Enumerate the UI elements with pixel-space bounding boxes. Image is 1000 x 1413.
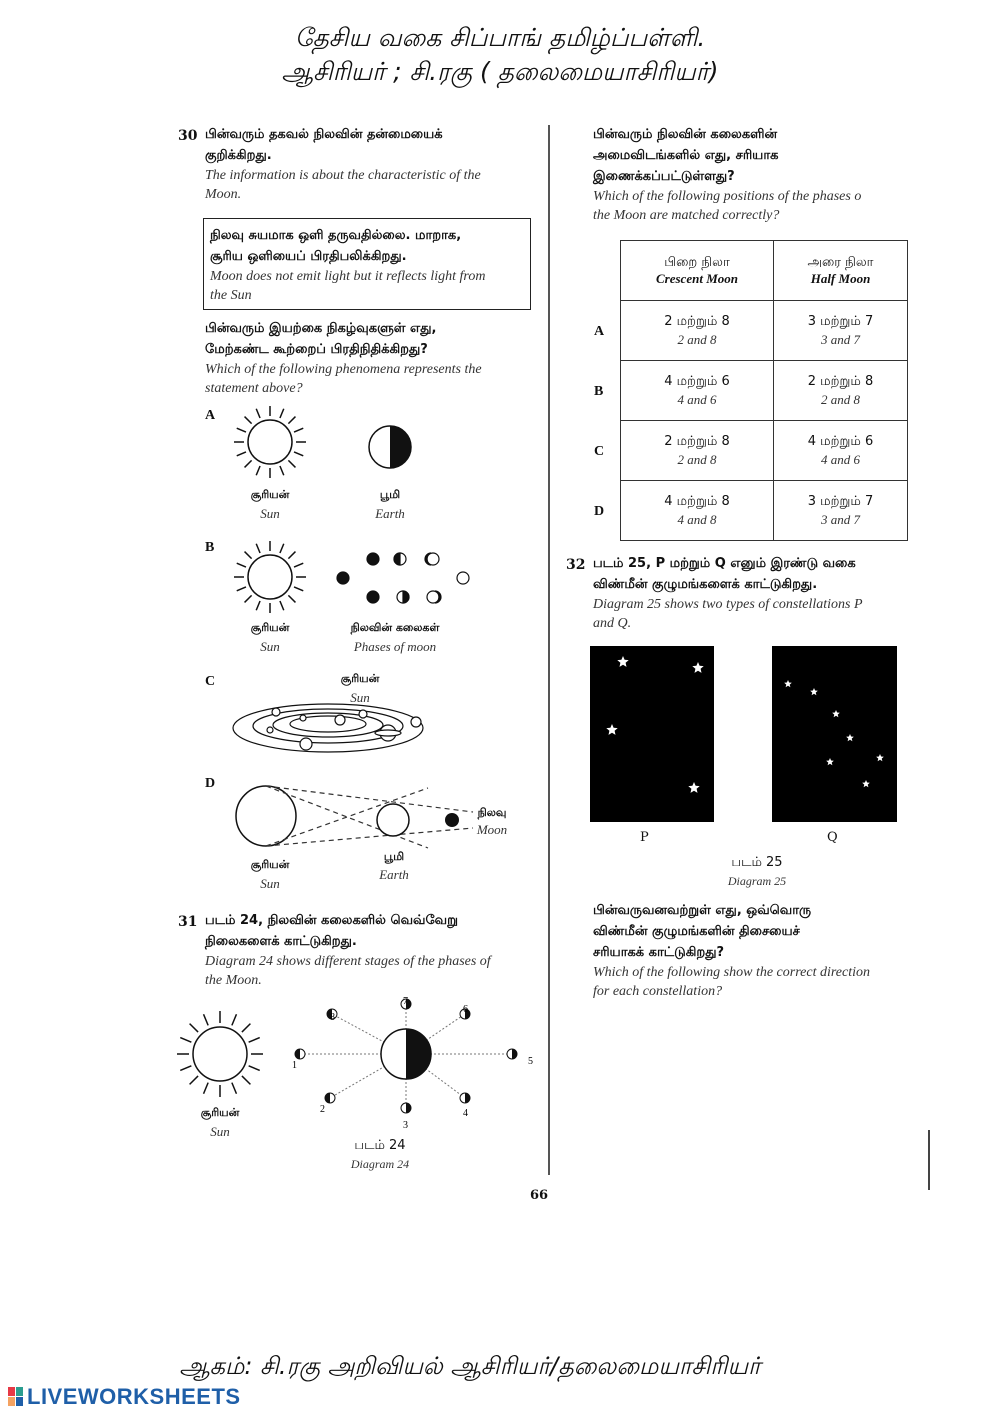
row-b-crescent: [621, 361, 774, 421]
sun-ray: [288, 552, 295, 559]
q30-box-en-1: Moon does not emit light but it reflects light from: [210, 269, 486, 284]
q31-ask-en-1: Which of the following positions of the phases o: [593, 189, 862, 204]
q30-intro-en-1: The information is about the characteristic of the: [205, 168, 481, 183]
sun-ray: [294, 587, 303, 591]
question-31-intro: [205, 910, 540, 990]
row-c-crescent: [621, 421, 774, 481]
moon-icon: [445, 813, 459, 827]
question-30-number: 30: [178, 128, 198, 144]
q30-option-c-solar-system: [228, 700, 428, 760]
cell-en: 4 and 6: [821, 452, 860, 467]
q30-c-sun-en: Sun: [350, 690, 370, 705]
sun-icon: [177, 1011, 263, 1097]
col2-ta: அரை நிலா: [807, 254, 874, 270]
position-label-3: 3: [403, 1120, 408, 1130]
q30-c-sun-ta: சூரியன்: [340, 672, 380, 685]
cell-ta: 2 மற்றும் 8: [807, 374, 874, 389]
col-crescent-header: [621, 241, 774, 301]
row-b-half: [774, 361, 908, 421]
earth-half-lit-icon: [369, 426, 411, 468]
sun-icon: [234, 541, 306, 613]
logo-text: LIVEWORKSHEETS: [27, 1384, 241, 1409]
sun-ray: [249, 1038, 260, 1043]
constellation-p: [590, 646, 714, 822]
col-half-header: [774, 241, 908, 301]
diagram-25-caption-en: Diagram 25: [727, 874, 787, 888]
diagram-24-caption-en: Diagram 24: [350, 1157, 410, 1171]
q30-option-a-figure: [225, 405, 525, 490]
q30-b-phases-ta: நிலவின் கலைகள்: [350, 621, 440, 634]
table-row: [621, 421, 908, 481]
moon-shadow: [406, 1103, 411, 1113]
column-divider: [548, 125, 550, 1175]
cell-ta: 3 மற்றும் 7: [807, 494, 874, 509]
cell-ta: 2 மற்றும் 8: [664, 434, 730, 449]
q30-a-earth-ta: பூமி: [379, 488, 401, 501]
diagram-24-caption-ta: படம் 24: [354, 1138, 406, 1153]
q30-a-earth-en: Earth: [375, 506, 405, 521]
q32-intro-en-1: Diagram 25 shows two types of constellations P: [593, 597, 863, 612]
sun-ray: [232, 1014, 237, 1025]
table-header-row: [621, 241, 908, 301]
sun-ray: [280, 544, 284, 553]
q30-d-sun-ta: சூரியன்: [250, 858, 290, 871]
light-rays: [266, 786, 473, 848]
sun-ray: [237, 563, 246, 567]
col1-ta: பிறை நிலா: [664, 254, 730, 270]
q32-ask-en-1: Which of the following show the correct direction: [593, 965, 870, 980]
sun-ray: [245, 460, 252, 467]
q30-b-sun-en: Sun: [260, 639, 280, 654]
moon-shadow: [512, 1049, 517, 1059]
q30-box-ta-2: சூரிய ஒளியைப் பிரதிபலிக்கிறது.: [210, 249, 407, 264]
earth-icon: [377, 804, 409, 836]
sun-ray: [242, 1076, 250, 1084]
sun-ray: [180, 1038, 191, 1043]
question-32-number: 32: [566, 557, 586, 573]
header-line-1: தேசிய வகை சிப்பாங் தமிழ்ப்பள்ளி.: [294, 23, 706, 52]
q30-ask-en-2: statement above?: [205, 381, 303, 396]
sun-ray: [249, 1066, 260, 1071]
sun-ray: [180, 1066, 191, 1071]
sun-ray: [232, 1083, 237, 1094]
q30-d-sun-en: Sun: [260, 876, 280, 891]
position-label-1: 1: [292, 1060, 297, 1071]
diagram-25-caption-ta: படம் 25: [731, 855, 783, 870]
q30-question: [205, 318, 535, 398]
cell-en: 2 and 8: [677, 332, 717, 347]
q30-intro-ta-1: பின்வரும் தகவல் நிலவின் தன்மையைக்: [205, 127, 443, 142]
table-row: [621, 361, 908, 421]
q31-option-b-label: B: [594, 384, 604, 399]
position-label-8: 8: [330, 1012, 335, 1023]
earth-icon: [381, 1029, 431, 1079]
q32-intro-en-2: and Q.: [593, 616, 632, 631]
q31-ask-ta-1: பின்வரும் நிலவின் கலைகளின்: [593, 127, 778, 142]
sun-ray: [256, 544, 260, 553]
q32-ask-ta-1: பின்வருவனவற்றுள் எது, ஒவ்வொரு: [593, 903, 812, 918]
row-a-crescent: [621, 301, 774, 361]
liveworksheets-logo[interactable]: [8, 1384, 241, 1410]
moon-shadow: [295, 1049, 300, 1059]
q31-question: [593, 124, 913, 225]
constellation-q: [772, 646, 897, 822]
q30-a-sun-en: Sun: [260, 506, 280, 521]
cell-en: 4 and 8: [677, 512, 717, 527]
sun-ray: [237, 428, 246, 432]
sun-ray: [280, 409, 284, 418]
col2-en: Half Moon: [810, 270, 871, 286]
q30-b-phases-en: Phases of moon: [353, 639, 437, 654]
sun-ray: [190, 1076, 198, 1084]
position-label-6: 6: [463, 1004, 468, 1015]
cell-en: 3 and 7: [821, 512, 860, 527]
position-label-2: 2: [320, 1104, 325, 1115]
cell-ta: 4 மற்றும் 6: [664, 374, 730, 389]
q30-box-ta-1: நிலவு சுயமாக ஒளி தருவதில்லை. மாறாக,: [210, 228, 462, 243]
cell-ta: 2 மற்றும் 8: [664, 314, 730, 329]
q31-sun-en: Sun: [210, 1124, 230, 1139]
q32-ask-ta-2: விண்மீன் குழுமங்களின் திசையைச்: [593, 924, 800, 939]
question-32-intro: [593, 553, 913, 633]
q31-ask-ta-2: அமைவிடங்களில் எது, சரியாக: [593, 148, 779, 163]
q30-box-en-2: the Sun: [210, 288, 252, 303]
q31-options-table: [620, 240, 908, 541]
q31-option-a-label: A: [594, 324, 605, 339]
moon-shadow: [465, 1093, 470, 1103]
sun-ray: [245, 417, 252, 424]
row-d-crescent: [621, 481, 774, 541]
sun-ray: [190, 1024, 198, 1032]
constellation-q-label: Q: [827, 830, 838, 845]
q32-question: [593, 900, 918, 1001]
sun-ray: [294, 428, 303, 432]
q30-intro-ta-2: குறிக்கிறது.: [205, 148, 272, 163]
q30-d-earth-en: Earth: [379, 867, 409, 882]
q32-ask-ta-3: சரியாகக் காட்டுகிறது?: [593, 945, 725, 960]
scan-edge-line: [928, 1130, 930, 1190]
q31-intro-ta-2: நிலைகளைக் காட்டுகிறது.: [205, 934, 357, 949]
sun-ray: [242, 1024, 250, 1032]
cell-ta: 4 மற்றும் 6: [807, 434, 874, 449]
q30-option-b-figure: [225, 537, 525, 622]
sun-ray: [237, 587, 246, 591]
cell-en: 2 and 8: [821, 392, 860, 407]
cell-ta: 3 மற்றும் 7: [807, 314, 874, 329]
sun-ray: [288, 417, 295, 424]
constellation-p-label: P: [640, 830, 649, 845]
sun-ray: [237, 452, 246, 456]
q31-sun-ta: சூரியன்: [200, 1106, 240, 1119]
sun-icon: [236, 786, 296, 846]
footer-credit: ஆகம்: சி.ரகு அறிவியல் ஆசிரியர்/தலைமையாசிரியர்: [179, 1352, 761, 1380]
q30-option-b-label: B: [205, 540, 215, 555]
q31-intro-ta-1: படம் 24, நிலவின் கலைகளில் வெவ்வேறு: [205, 913, 458, 928]
page-number: 66: [530, 1188, 549, 1203]
sun-ray: [245, 552, 252, 559]
sun-ray: [256, 601, 260, 610]
sun-ray: [280, 601, 284, 610]
table-row: [621, 481, 908, 541]
question-30-intro: [205, 124, 535, 204]
table-row: [621, 301, 908, 361]
moon-shadow: [325, 1093, 330, 1103]
row-c-half: [774, 421, 908, 481]
cell-en: 2 and 8: [677, 452, 717, 467]
row-d-half: [774, 481, 908, 541]
cell-en: 3 and 7: [821, 332, 860, 347]
cell-en: 4 and 6: [677, 392, 717, 407]
row-a-half: [774, 301, 908, 361]
q31-ask-en-2: the Moon are matched correctly?: [593, 208, 780, 223]
position-label-7: 7: [403, 996, 408, 1007]
q30-d-earth-ta: பூமி: [383, 850, 405, 863]
q30-ask-ta-2: மேற்கண்ட கூற்றைப் பிரதிநிதிக்கிறது?: [205, 342, 428, 357]
q30-d-moon-en: Moon: [476, 822, 508, 837]
q32-intro-ta-1: படம் 25, P மற்றும் Q எனும் இரண்டு வகை: [593, 556, 856, 571]
q30-d-moon-ta: நிலவு: [477, 806, 507, 819]
sun-ray: [294, 452, 303, 456]
sun-ray: [204, 1083, 209, 1094]
question-31-number: 31: [178, 914, 198, 930]
position-label-4: 4: [463, 1108, 468, 1119]
q31-intro-en-2: the Moon.: [205, 973, 262, 988]
q30-intro-en-2: Moon.: [205, 187, 242, 202]
header-line-2: ஆசிரியர் ; சி.ரகு ( தலைமையாசிரியர்): [281, 57, 719, 86]
sun-icon: [234, 406, 306, 478]
q30-ask-en-1: Which of the following phenomena represents the: [205, 362, 482, 377]
q31-option-d-label: D: [594, 504, 605, 519]
cell-ta: 4 மற்றும் 8: [664, 494, 730, 509]
q30-b-sun-ta: சூரியன்: [250, 621, 290, 634]
q30-a-sun-ta: சூரியன்: [250, 488, 290, 501]
q31-intro-en-1: Diagram 24 shows different stages of the phases of: [205, 954, 491, 969]
sun-ray: [288, 460, 295, 467]
sun-ray: [280, 466, 284, 475]
q30-option-c-label: C: [205, 674, 216, 689]
q32-ask-en-2: for each constellation?: [593, 984, 723, 999]
moon-phases-icon: [337, 553, 469, 603]
sun-ray: [288, 595, 295, 602]
sun-ray: [245, 595, 252, 602]
sun-ray: [294, 563, 303, 567]
logo-mark-icon: [8, 1387, 24, 1407]
q31-option-c-label: C: [594, 444, 605, 459]
sun-ray: [204, 1014, 209, 1025]
sun-ray: [256, 409, 260, 418]
q32-intro-ta-2: விண்மீன் குழுமங்களைக் காட்டுகிறது.: [593, 577, 818, 592]
position-label-5: 5: [528, 1056, 533, 1067]
q30-ask-ta-1: பின்வரும் இயற்கை நிகழ்வுகளுள் எது,: [205, 321, 437, 336]
sun-ray: [256, 466, 260, 475]
q30-option-a-label: A: [205, 408, 216, 423]
col1-en: Crescent Moon: [656, 270, 738, 286]
q30-statement-box: [203, 218, 531, 310]
q30-option-d-label: D: [205, 776, 216, 791]
q31-ask-ta-3: இணைக்கப்பட்டுள்ளது?: [593, 169, 735, 184]
